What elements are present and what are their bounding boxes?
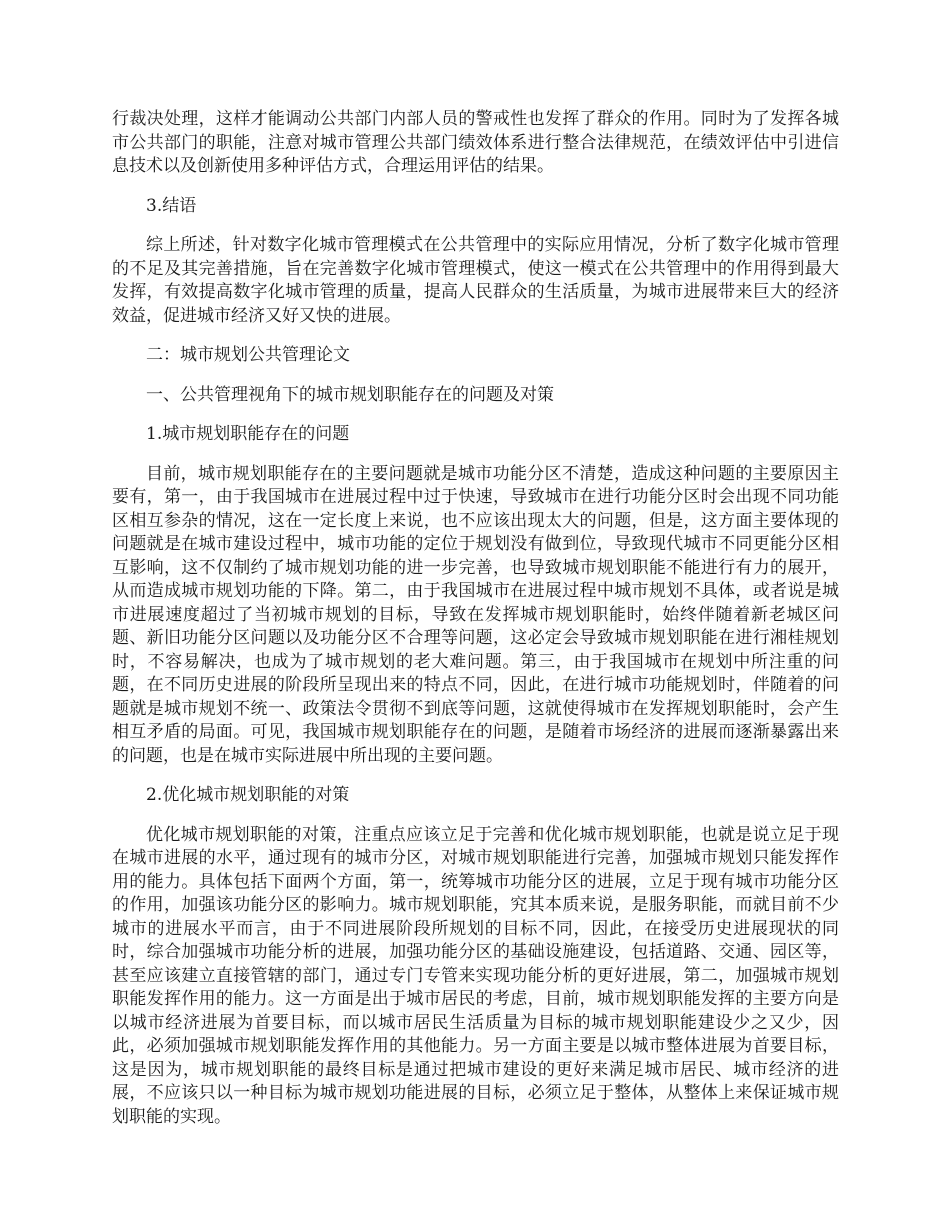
- subsection-heading-problems: 1.城市规划职能存在的问题: [146, 424, 350, 444]
- paragraph-continued: 行裁决处理，这样才能调动公共部门内部人员的警戒性也发挥了群众的作用。同时为了发挥各城市公共部门的职能，注意对城市管理公共部门绩效体系进行整合法律规范，在绩效评估中引进信息技术以及创新使用多种评估方式，合理运用评估的结果。: [112, 109, 839, 176]
- section-heading-part-one: 一、公共管理视角下的城市规划职能存在的问题及对策: [146, 384, 554, 405]
- section-heading-paper-two: 二：城市规划公共管理论文: [146, 345, 350, 365]
- paragraph-countermeasures: 优化城市规划职能的对策，注重点应该立足于完善和优化城市规划职能，也就是说立足于现在城市进展的水平，通过现有的城市分区，对城市规划职能进行完善，加强城市规划只能发挥作用的能力。具体包括下面两个方面，第一，统筹城市功能分区的进展，立足于现有城市功能分区的作用，加强该功能分区的影响力。城市规划职能，究其本质来说，是服务职能，而就目前不少城市的进展水平而言，由于不同进展阶段所规划的目标不同，因此，在接受历史进展现状的同时，综合加强城市功能分析的进展，加强功能分区的基础设施建设，包括道路、交通、园区等，甚至应该建立直接管辖的部门，通过专门专管来实现功能分析的更好进展，第二，加强城市规划职能发挥作用的能力。这一方面是出于城市居民的考虑，目前，城市规划职能发挥的主要方向是以城市经济进展为首要目标，而以城市居民生活质量为目标的城市规划职能建设少之又少，因此，必须加强城市规划职能发挥作用的其他能力。另一方面主要是以城市整体进展为首要目标，这是因为，城市规划职能的最终目标是通过把城市建设的更好来满足城市居民、城市经济的进展，不应该只以一种目标为城市规划功能进展的目标，必须立足于整体，从整体上来保证城市规划职能的实现。: [112, 824, 839, 1127]
- paragraph-conclusion: 综上所述，针对数字化城市管理模式在公共管理中的实际应用情况，分析了数字化城市管理的不足及其完善措施，旨在完善数字化城市管理模式，使这一模式在公共管理中的作用得到最大发挥，有效提高数字化城市管理的质量，提高人民群众的生活质量，为城市进展带来巨大的经济效益，促进城市经济又好又快的进展。: [112, 235, 839, 326]
- document-page: [112, 108, 839, 1145]
- subsection-heading-countermeasures: 2.优化城市规划职能的对策: [146, 785, 350, 805]
- section-heading-conclusion: 3.结语: [146, 195, 197, 216]
- paragraph-problems: 目前，城市规划职能存在的主要问题就是城市功能分区不清楚，造成这种问题的主要原因主要有，第一，由于我国城市在进展过程中过于快速，导致城市在进行功能分区时会出现不同功能区相互参杂的情况，这在一定长度上来说，也不应该出现太大的问题，但是，这方面主要体现的问题就是在城市建设过程中，城市功能的定位于规划没有做到位，导致现代城市不同更能分区相互影响，这不仅制约了城市规划功能的进一步完善，也导致城市规划职能不能进行有力的展开，从而造成城市规划功能的下降。第二，由于我国城市在进展过程中城市规划不具体，或者说是城市进展速度超过了当初城市规划的目标，导致在发挥城市规划职能时，始终伴随着新老城区问题、新旧功能分区问题以及功能分区不合理等问题，这必定会导致城市规划职能在进行湘桂规划时，不容易解决，也成为了城市规划的老大难问题。第三，由于我国城市在规划中所注重的问题，在不同历史进展的阶段所呈现出来的特点不同，因此，在进行城市功能规划时，伴随着的问题就是城市规划不统一、政策法令贯彻不到底等问题，这就使得城市在发挥规划职能时，会产生相互矛盾的局面。可见，我国城市规划职能存在的问题，是随着市场经济的进展而逐渐暴露出来的问题，也是在城市实际进展中所出现的主要问题。: [112, 463, 839, 766]
